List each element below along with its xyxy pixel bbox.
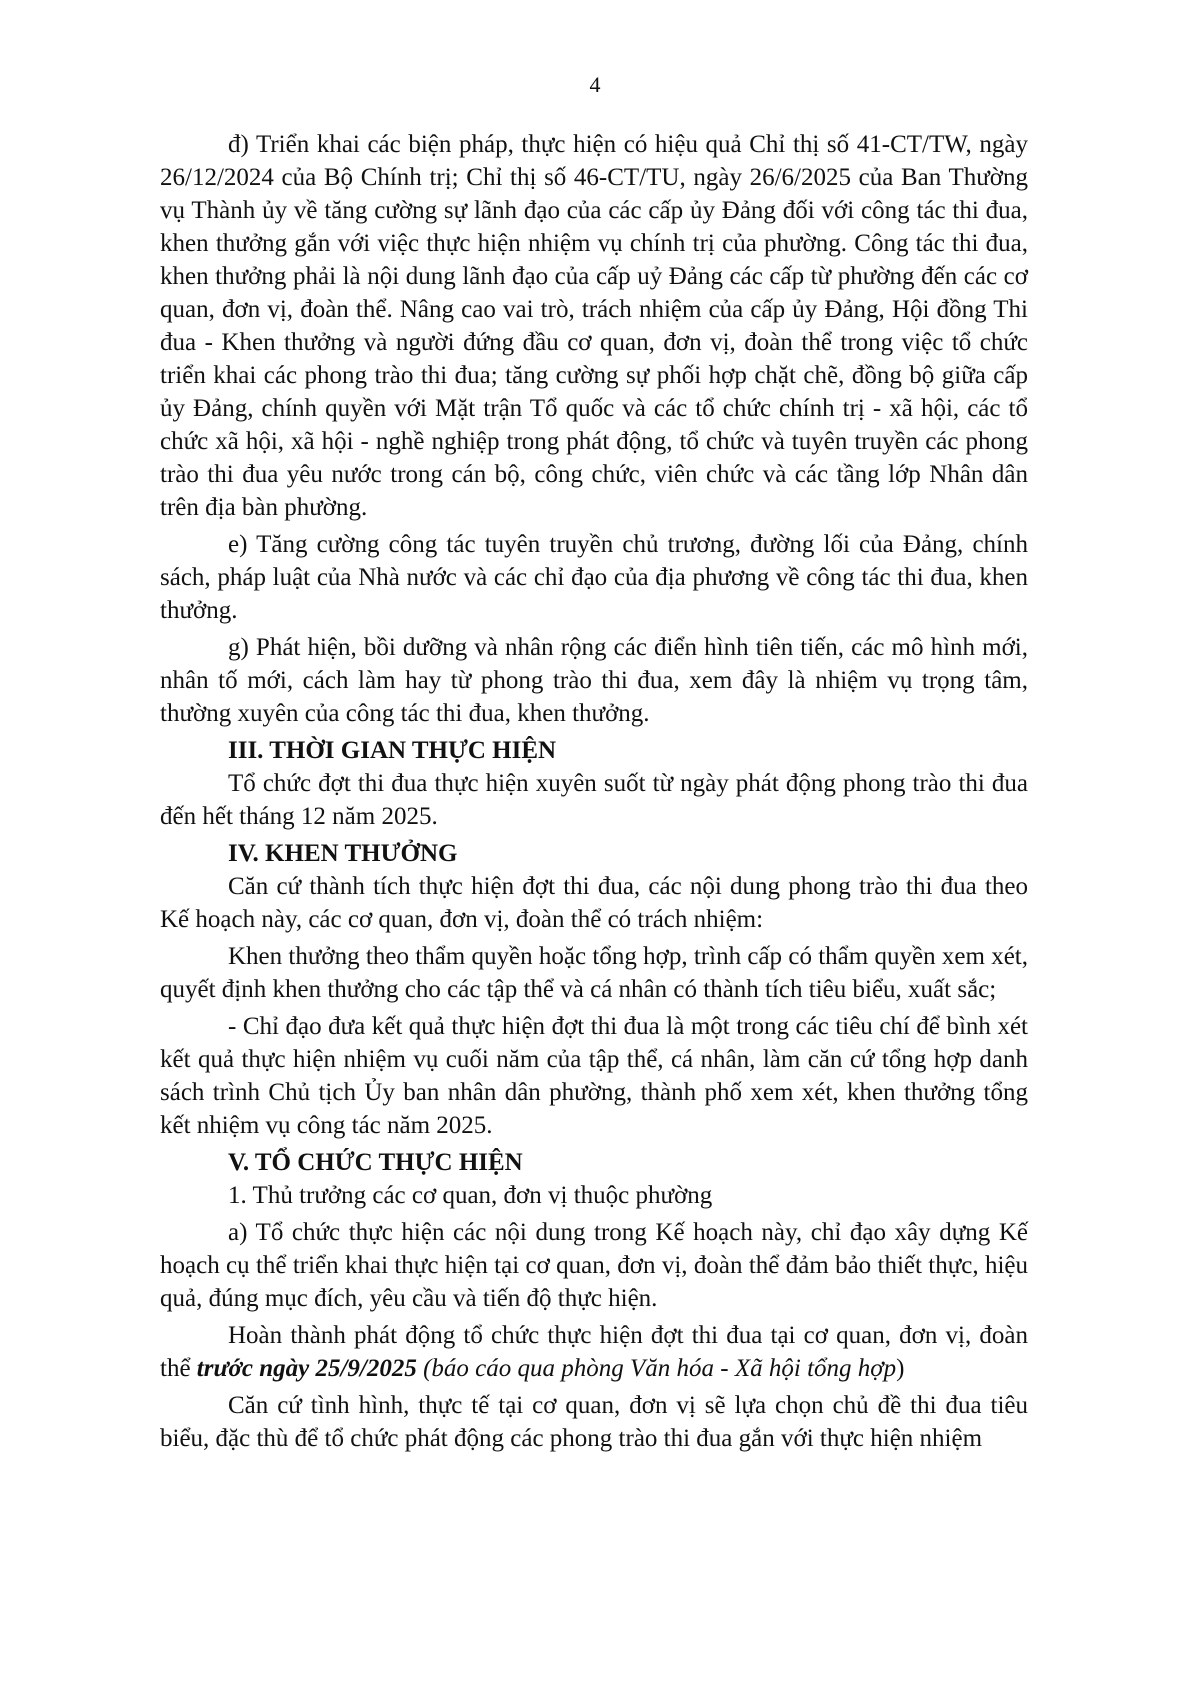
- section-3-heading: III. THỜI GIAN THỰC HIỆN: [228, 737, 557, 764]
- section-5-heading: V. TỔ CHỨC THỰC HIỆN: [228, 1149, 523, 1176]
- page-number: 4: [589, 72, 601, 97]
- deadline-close: ): [896, 1355, 905, 1382]
- paragraph-g: g) Phát hiện, bồi dưỡng và nhân rộng các điển hình tiên tiến, các mô hình mới, nhân tố mới, cách làm hay từ phong trào thi đua, xem đây là nhiệm vụ trọng tâm, thường xuyên của công tác thi đua, khen thưởng.: [160, 634, 1028, 727]
- section-5-deadline: [160, 1319, 1028, 1385]
- document-body: [160, 128, 1028, 1459]
- section-5-last-paragraph: Căn cứ tình hình, thực tế tại cơ quan, đơn vị sẽ lựa chọn chủ đề thi đua tiêu biểu, đặc thù để tổ chức phát động các phong trào thi đua gắn với thực hiện nhiệm: [160, 1392, 1028, 1452]
- section-5-subheading: 1. Thủ trưởng các cơ quan, đơn vị thuộc phường: [228, 1182, 713, 1209]
- section-5-item-a: a) Tổ chức thực hiện các nội dung trong Kế hoạch này, chỉ đạo xây dựng Kế hoạch cụ thể triển khai thực hiện tại cơ quan, đơn vị, đoàn thể đảm bảo thiết thực, hiệu quả, đúng mục đích, yêu cầu và tiến độ thực hiện.: [160, 1219, 1028, 1312]
- deadline-date: trước ngày 25/9/2025: [196, 1355, 417, 1382]
- paragraph-d: đ) Triển khai các biện pháp, thực hiện có hiệu quả Chỉ thị số 41-CT/TW, ngày 26/12/2024 của Bộ Chính trị; Chỉ thị số 46-CT/TU, ngày 26/6/2025 của Ban Thường vụ Thành ủy về tăng cường sự lãnh đạo của các cấp ủy Đảng đối với công tác thi đua, khen thưởng gắn với việc thực hiện nhiệm vụ chính trị của phường. Công tác thi đua, khen thưởng phải là nội dung lãnh đạo của cấp uỷ Đảng các cấp từ phường đến các cơ quan, đơn vị, đoàn thể. Nâng cao vai trò, trách nhiệm của cấp ủy Đảng, Hội đồng Thi đua - Khen thưởng và người đứng đầu cơ quan, đơn vị, đoàn thể trong việc tổ chức triển khai các phong trào thi đua; tăng cường sự phối hợp chặt chẽ, đồng bộ giữa cấp ủy Đảng, chính quyền với Mặt trận Tổ quốc và các tổ chức chính trị - xã hội, các tổ chức xã hội, xã hội - nghề nghiệp trong phát động, tổ chức và tuyên truyền các phong trào thi đua yêu nước trong cán bộ, công chức, viên chức và các tầng lớp Nhân dân trên địa bàn phường.: [160, 131, 1028, 521]
- deadline-text: Hoàn thành phát động tổ chức thực hiện đợt thi đua tại cơ quan, đơn vị, đoàn thể: [160, 1322, 1028, 1382]
- deadline-note: (báo cáo qua phòng Văn hóa - Xã hội tổng hợp: [416, 1355, 897, 1382]
- section-4-item-2: - Chỉ đạo đưa kết quả thực hiện đợt thi đua là một trong các tiêu chí để bình xét kết quả thực hiện nhiệm vụ cuối năm của tập thể, cá nhân, làm căn cứ tổng hợp danh sách trình Chủ tịch Ủy ban nhân dân phường, thành phố xem xét, khen thưởng tổng kết nhiệm vụ công tác năm 2025.: [160, 1013, 1028, 1139]
- section-4-intro: Căn cứ thành tích thực hiện đợt thi đua, các nội dung phong trào thi đua theo Kế hoạch này, các cơ quan, đơn vị, đoàn thể có trách nhiệm:: [160, 873, 1028, 933]
- section-3-text: Tổ chức đợt thi đua thực hiện xuyên suốt từ ngày phát động phong trào thi đua đến hết tháng 12 năm 2025.: [160, 770, 1028, 830]
- section-4-heading: IV. KHEN THƯỞNG: [228, 840, 458, 867]
- section-4-item-1: Khen thưởng theo thẩm quyền hoặc tổng hợp, trình cấp có thẩm quyền xem xét, quyết định khen thưởng cho các tập thể và cá nhân có thành tích tiêu biểu, xuất sắc;: [160, 943, 1028, 1003]
- paragraph-e: e) Tăng cường công tác tuyên truyền chủ trương, đường lối của Đảng, chính sách, pháp luật của Nhà nước và các chỉ đạo của địa phương về công tác thi đua, khen thưởng.: [160, 531, 1028, 624]
